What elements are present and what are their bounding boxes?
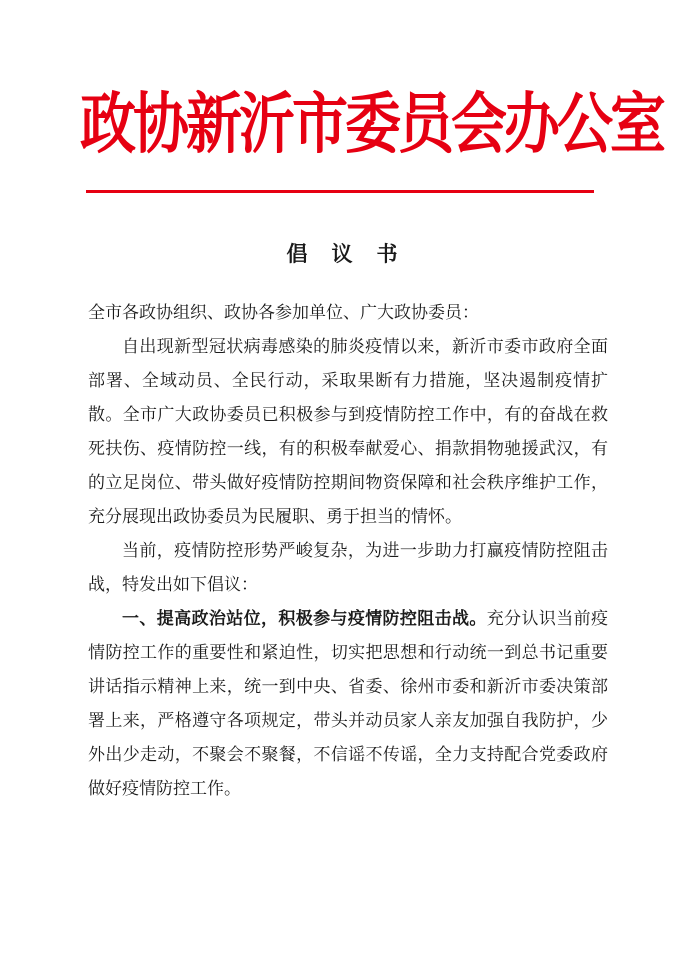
letterhead-title: 政协新沂市委员会办公室 [80,86,663,163]
salutation: 全市各政协组织、政协各参加单位、广大政协委员： [88,303,479,323]
paragraph-intro: 当前，疫情防控形势严峻复杂，为进一步助力打赢疫情防控阻击战，特发出如下倡议： [88,541,608,595]
initiative-item-1 [88,602,608,806]
red-divider-line [86,190,594,193]
initiative-item-1-heading: 一、提高政治站位，积极参与疫情防控阻击战。 [122,609,487,629]
initiative-item-1-text: 充分认识当前疫情防控工作的重要性和紧迫性，切实把思想和行动统一到总书记重要讲话指示精神上来，统一到中央、省委、徐州市委和新沂市委决策部署上来，严格遵守各项规定，带头并动员家人亲友加强自我防护，少外出少走动，不聚会不聚餐，不信谣不传谣，全力支持配合党委政府做好疫情防控工作。 [88,609,609,799]
paragraph-background: 自出现新型冠状病毒感染的肺炎疫情以来，新沂市委市政府全面部署、全域动员、全民行动，采取果断有力措施，坚决遏制疫情扩散。全市广大政协委员已积极参与到疫情防控工作中，有的奋战在救死扶伤、疫情防控一线，有的积极奉献爱心、捐款捐物驰援武汉，有的立足岗位、带头做好疫情防控期间物资保障和社会秩序维护工作，充分展现出政协委员为民履职、勇于担当的情怀。 [88,337,608,527]
document-title: 倡议书 [286,242,422,266]
document-body [88,296,608,806]
